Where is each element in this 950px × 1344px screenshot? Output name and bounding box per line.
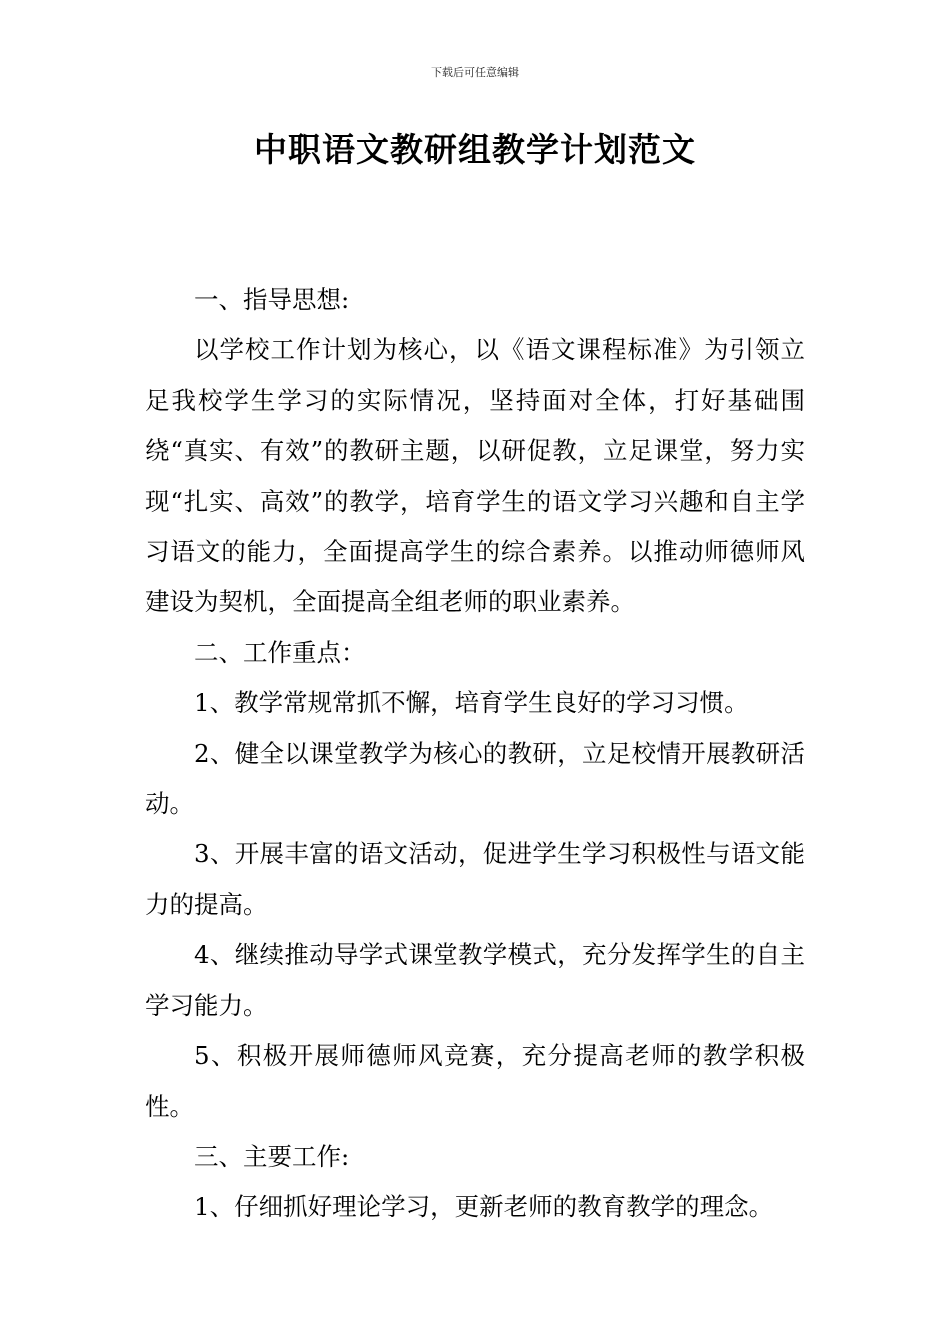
list-item-work-1: 1、仔细抓好理论学习，更新老师的教育教学的理念。: [194, 1192, 774, 1222]
list-item-focus-5: 5、积极开展师德师风竞赛，充分提高老师的教学积极性。: [145, 1041, 805, 1121]
paragraph-guiding-ideology: 以学校工作计划为核心，以《语文课程标准》为引领立足我校学生学习的实际情况，坚持面对全体，打好基础围绕“真实、有效”的教研主题，以研促教，立足课堂，努力实现“扎实、高效”的教学，培育学生的语文学习兴趣和自主学习语文的能力，全面提高学生的综合素养。以推动师德师风建设为契机，全面提高全组老师的职业素养。: [145, 335, 805, 617]
header-note: 下载后可任意编辑: [431, 66, 519, 79]
heading-work-focus: 二、工作重点：: [194, 637, 366, 667]
document-body: [145, 275, 805, 1233]
document-title: 中职语文教研组教学计划范文: [254, 130, 696, 169]
heading-main-work: 三、主要工作:: [194, 1141, 350, 1171]
list-item-focus-1: 1、教学常规常抓不懈，培育学生良好的学习习惯。: [194, 688, 749, 718]
list-item-focus-4: 4、继续推动导学式课堂教学模式，充分发挥学生的自主学习能力。: [145, 940, 805, 1020]
list-item-focus-3: 3、开展丰富的语文活动，促进学生学习积极性与语文能力的提高。: [145, 839, 805, 919]
list-item-focus-2: 2、健全以课堂教学为核心的教研，立足校情开展教研活动。: [145, 738, 805, 819]
heading-guiding-ideology: 一、指导思想:: [194, 285, 350, 314]
